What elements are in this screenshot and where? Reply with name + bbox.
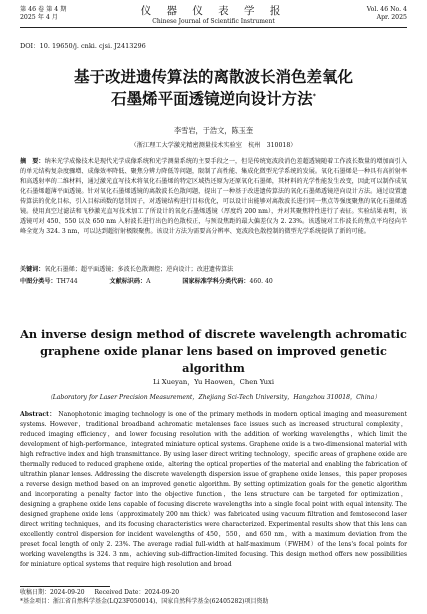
journal-name-en: Chinese Journal of Scientific Instrument <box>152 18 275 25</box>
footnote <box>20 588 407 606</box>
abstract-en <box>20 410 407 570</box>
title-en: An inverse design method of discrete wavelength achromatic graphene oxide planar lens based on improved genetic algorithm <box>20 327 407 375</box>
fund-mark: * <box>312 93 316 100</box>
title-zh-line1: 基于改进遗传算法的离散波长消色差氧化 <box>73 68 353 86</box>
title-zh-line2-text: 石墨烯平面透镜逆向设计方法 <box>111 90 313 109</box>
keywords-zh-label: 关键词： <box>20 266 45 273</box>
abstract-zh <box>20 157 407 237</box>
received-label: 收稿日期： <box>20 589 51 596</box>
title-zh <box>0 67 427 109</box>
abstract-en-label: Abstract： <box>20 411 56 418</box>
keywords-zh-text: 氧化石墨烯；超平面透镜；多波长色散调控；逆向设计；改进遗传算法 <box>44 266 234 273</box>
subject-code: 460. 40 <box>249 278 273 285</box>
clc-label: 中图分类号： <box>20 278 57 285</box>
volume-issue-en: Vol. 46 No. 4 <box>366 6 407 13</box>
volume-issue-zh: 第 46 卷 第 4 期 <box>20 6 67 13</box>
abstract-zh-text: 纳米光学成像技术是现代光学成像系统和光学测量系统的主要手段之一，但是传统宽波段消色差超透镜随着工作波长数量的增加面引入的单元结构复杂度骤增、成像效率降低、聚焦分辨力降低等问题，限制了高性能、集成化微型光学系统的发展。氧化石墨烯是一种具有高折射率和高透射率的二维材料，通过激光直写技术将氧化石墨烯的特定区域热还原为还原氧化石墨烯，其材料的光学性能发生改变，因此可以制作成氧化石墨烯超薄平面透镜。针对氧化石墨烯透镜的离散波长色散问题，提出了一种基于改进遗传算法的氧化石墨烯透镜逆向设计方法。通过设置遗传算法的优化目标，引入目标函数的惩罚因子，对透镜结构进行目标优化，可以设计出能够对离散波长进行同一焦点等强度聚焦的氧化石墨烯透镜。使用真空过滤法和飞秒激光直写技术加工了所设计的氧化石墨烯透镜（厚度约 200 nm），并对其聚焦特性进行了表征。实验结果表明，该透镜可对 450、550 以及 650 nm 入射波长进行出色的色散校正，与预设焦距的最大偏差仅为 2. 23%。该透镜对工作波长的焦点平均径向半峰全宽为 324. 3 nm，可以达到超衍射极限聚焦。该设计方法为需要高分辨率、宽波段色散控制的微型光学系统提供了新的可能。 <box>20 158 408 235</box>
header-right <box>367 6 407 22</box>
abstract-zh-label: 摘 要： <box>20 158 45 165</box>
fund-text: 浙江省自然科学基金(LQ23F050014)、国家自然科学基金(62405282)项目资助 <box>53 598 269 605</box>
authors-en: Li Xueyan，Yu Haowen，Chen Yuxi <box>152 378 275 386</box>
fund-label: 基金项目： <box>23 598 54 605</box>
received-en-label: Received Date： <box>94 589 145 596</box>
abstract-en-text: Nanophotonic imaging technology is one of the primary methods in modern optical imaging and measurement systems. However，traditional broadband achromatic metalenses face issues such as increased structural complexity，reduced imaging efficiency，and lower focusing resolution with the addition of working wavelengths，which limit the development of high-performance，integrated miniature optical systems. Graphene oxide is a two-dimensional material with high refractive index and high transmittance. By using laser direct writing technology，specific areas of graphene oxide are thermally reduced to reduced graphene oxide，altering the optical properties of the material and enabling the fabrication of ultrathin planar lenses. Addressing the discrete wavelength dispersion issue of graphene oxide lenses，this paper proposes a reverse design method based on an improved genetic algorithm. By setting optimization goals for the genetic algorithm and incorporating a penalty factor into the objective function，the lens structure can be targeted for optimization，designing a graphene oxide lens capable of focusing discrete wavelengths into a single focal point with equal intensity. The designed graphene oxide lens（approximately 200 nm thick）was fabricated using vacuum filtration and femtosecond laser direct writing techniques，and its focusing characteristics were characterized. Experimental results show that this lens can excellently control dispersion for incident wavelengths of 450，550，and 650 nm，with a maximum deviation from the preset focal length of only 2. 23%. The average radial full-width at half-maximum（FWHM）of the lens's focal points for working wavelengths is 324. 3 nm，achieving sub-diffraction-limited focusing. This design method offers new possibilities for miniature optical systems that require high resolution and broad <box>20 411 407 568</box>
journal-header <box>0 3 427 25</box>
affiliation-en: （Laboratory for Laser Precision Measurement，Zhejiang Sci-Tech University，Hangzhou 310018，China） <box>46 394 381 401</box>
date-zh: 2025 年 4 月 <box>20 14 58 21</box>
doc-code: A <box>146 278 151 285</box>
subject-code-label: 国家标准学科分类代码： <box>182 278 250 285</box>
fund-info <box>20 597 407 606</box>
affiliation-zh: （浙江理工大学激光精密测量技术实验室 杭州 310018） <box>130 142 297 149</box>
date-en: Apr. 2025 <box>376 14 407 21</box>
journal-name-zh: 仪 器 仪 表 学 报 <box>140 5 287 17</box>
clc-code: TH744 <box>56 278 78 285</box>
received-date <box>20 588 407 597</box>
title-zh-line2 <box>0 87 427 109</box>
doi: DOI：10. 19650/j. cnki. cjsi. J2413296 <box>20 42 146 50</box>
doc-code-label: 文献标识码： <box>109 278 147 285</box>
header-rule <box>20 27 407 28</box>
keywords-zh <box>20 264 407 273</box>
authors-zh: 李雪岩，于浩文，陈玉奎 <box>173 126 254 135</box>
classification-zh <box>20 276 407 285</box>
footnote-rule <box>20 586 110 587</box>
received-value: 2024-09-20 <box>50 589 85 596</box>
received-en-value: 2024-09-20 <box>144 589 180 596</box>
fund-mark-footnote: * <box>20 598 23 605</box>
